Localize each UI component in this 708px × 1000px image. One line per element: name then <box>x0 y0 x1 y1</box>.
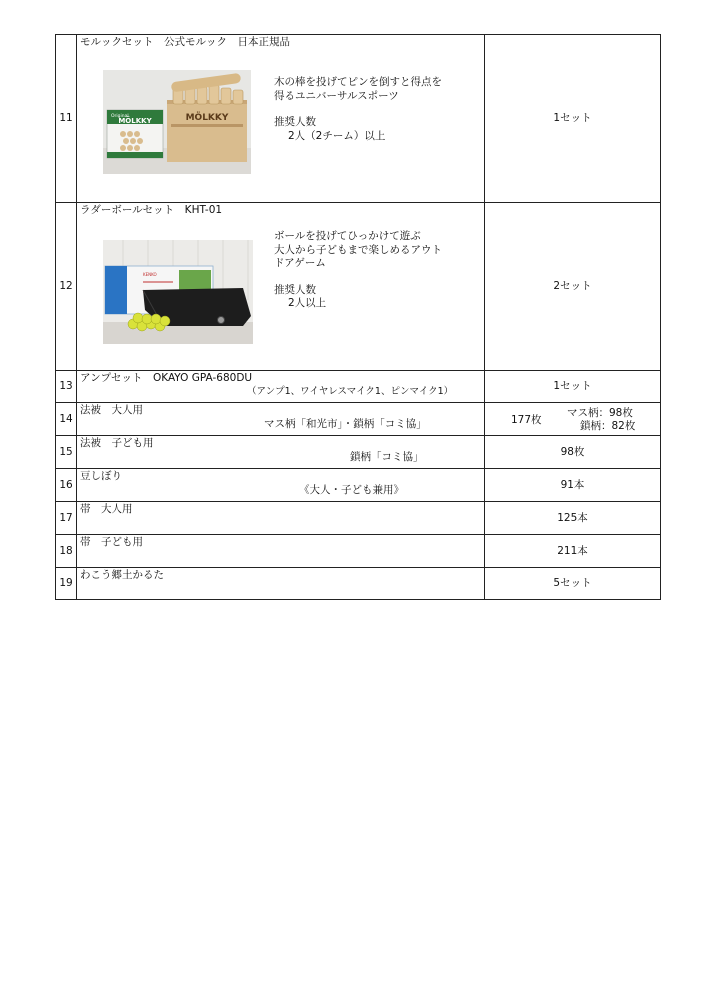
table-row <box>56 502 661 535</box>
recommended-players-value: 2人（2チーム）以上 <box>288 129 386 142</box>
ladder-ball-image <box>103 240 253 344</box>
row-number: 11 <box>56 35 77 203</box>
recommended-players-label: 推奨人数 <box>274 283 316 296</box>
quantity: 5セット <box>553 577 592 589</box>
table-row <box>56 469 661 502</box>
quantity: 1セット <box>553 112 592 124</box>
svg-text:KENKO: KENKO <box>143 272 157 277</box>
row-number: 17 <box>56 502 77 535</box>
table-row <box>56 436 661 469</box>
quantity-cell <box>485 403 661 436</box>
quantity-cell <box>485 371 661 403</box>
item-note: 鎖柄「コミ協」 <box>350 451 424 463</box>
quantity-cell <box>485 35 661 203</box>
table-row <box>56 35 661 203</box>
table-row <box>56 535 661 568</box>
item-description <box>274 76 442 143</box>
item-name: ラダーボールセット KHT-01 <box>80 204 223 216</box>
table-row <box>56 371 661 403</box>
description-line: 得るユニバーサルスポーツ <box>274 89 399 102</box>
row-number: 14 <box>56 403 77 436</box>
table-row <box>56 203 661 371</box>
item-cell <box>77 403 485 436</box>
quantity-breakdown-chain: 鎖柄：82枚 <box>580 420 636 432</box>
quantity-cell <box>485 502 661 535</box>
molkky-set-photo <box>103 70 251 174</box>
recommended-players-value: 2人以上 <box>288 297 327 309</box>
description-line: ドアゲーム <box>274 257 326 269</box>
description-line: 大人から子どもまで楽しめるアウト <box>274 243 442 256</box>
inventory-table <box>55 34 661 600</box>
item-note: （アンプ1、ワイヤレスマイク1、ピンマイク1） <box>247 386 454 397</box>
item-cell <box>77 535 485 568</box>
item-name: わこう郷土かるた <box>80 569 164 581</box>
row-number: 16 <box>56 469 77 502</box>
quantity-breakdown-pattern: マス柄：98枚 <box>567 407 633 419</box>
ladder-ball-photo <box>103 240 253 344</box>
quantity: 125本 <box>557 511 588 524</box>
item-note: 《大人・子ども兼用》 <box>299 484 404 496</box>
row-number: 12 <box>56 203 77 371</box>
item-name: 帯 大人用 <box>80 503 133 515</box>
quantity-split <box>485 403 660 435</box>
item-cell <box>77 568 485 600</box>
description-line: ボールを投げてひっかけて遊ぶ <box>274 230 421 242</box>
item-cell <box>77 35 485 203</box>
item-cell <box>77 469 485 502</box>
quantity: 2セット <box>553 280 592 292</box>
quantity: 1セット <box>553 380 592 392</box>
quantity-cell <box>485 535 661 568</box>
quantity-cell <box>485 469 661 502</box>
item-cell <box>77 203 485 371</box>
item-cell <box>77 436 485 469</box>
molkky-set-image <box>103 70 251 174</box>
quantity-cell <box>485 203 661 371</box>
quantity-cell <box>485 568 661 600</box>
item-name: 法被 子ども用 <box>80 437 154 449</box>
item-cell <box>77 502 485 535</box>
quantity-cell <box>485 436 661 469</box>
description-line: 木の棒を投げてピンを倒すと得点を <box>274 76 442 88</box>
item-name: 帯 子ども用 <box>80 536 143 548</box>
crate-logo-text: MÖLKKY <box>185 113 229 123</box>
item-name: モルックセット 公式モルック 日本正規品 <box>80 36 290 48</box>
item-description <box>274 230 442 311</box>
row-number: 13 <box>56 371 77 403</box>
quantity: 91本 <box>560 478 585 491</box>
table-row <box>56 403 661 436</box>
item-cell <box>77 371 485 403</box>
quantity: 177枚 <box>511 414 542 426</box>
row-number: 19 <box>56 568 77 600</box>
quantity: 211本 <box>557 544 588 557</box>
row-number: 18 <box>56 535 77 568</box>
recommended-players-label: 推奨人数 <box>274 116 316 128</box>
box-label-small: Original <box>111 114 129 119</box>
item-name: 法被 大人用 <box>80 404 143 416</box>
item-name: アンプセット OKAYO GPA-680DU <box>80 372 253 384</box>
box-logo-text: MÖLKKY <box>118 117 152 125</box>
quantity: 98枚 <box>560 445 585 458</box>
row-number: 15 <box>56 436 77 469</box>
item-note: マス柄「和光市」・鎖柄「コミ協」 <box>264 418 427 430</box>
item-name: 豆しぼり <box>80 470 122 482</box>
table-row <box>56 568 661 600</box>
